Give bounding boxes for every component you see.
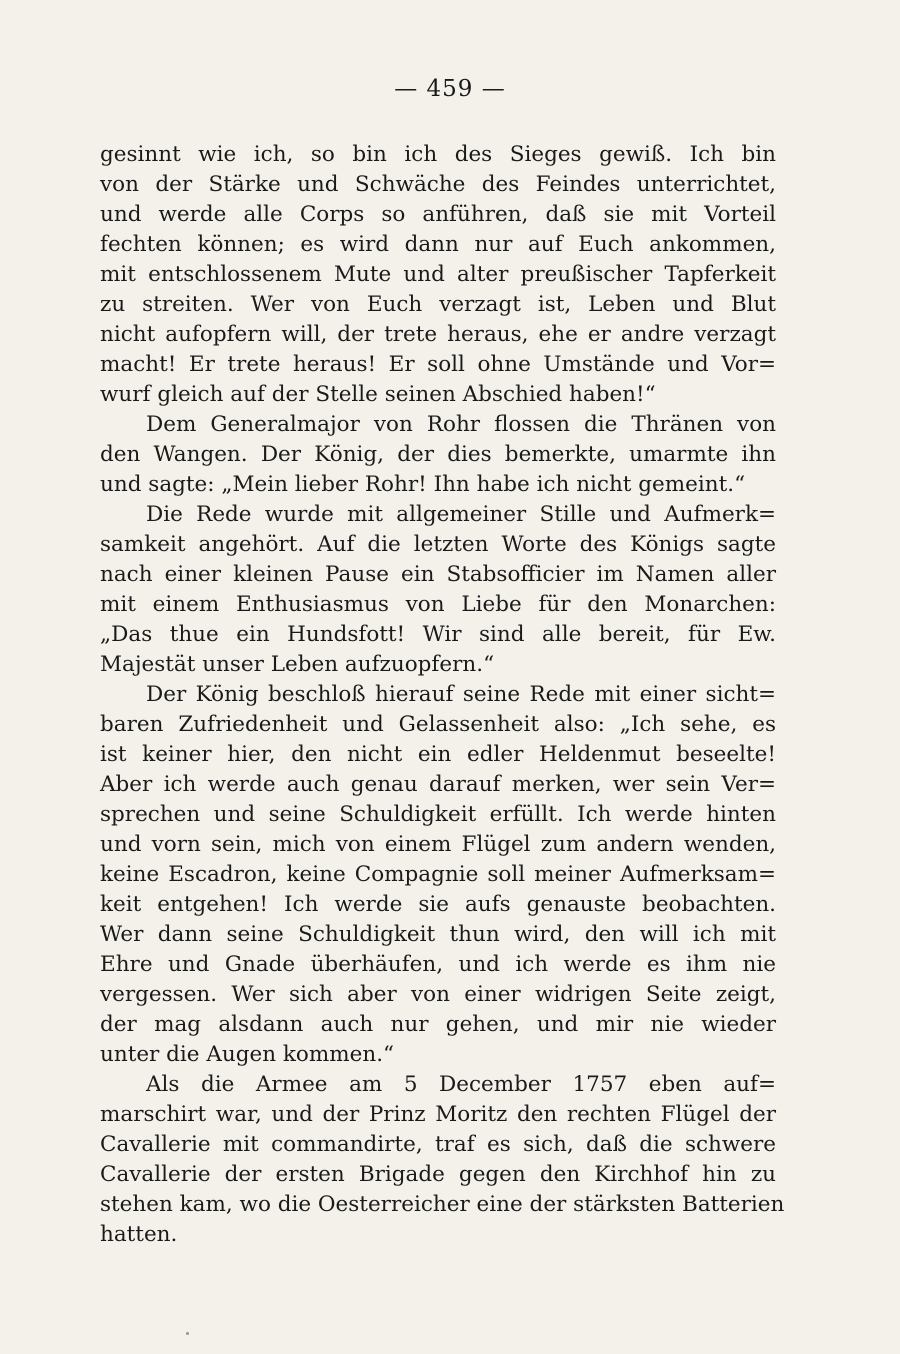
- text-line: Cavallerie der ersten Brigade gegen den Kirchhof hin zu: [100, 1162, 776, 1187]
- text-line: samkeit angehört. Auf die letzten Worte des Königs sagte: [100, 532, 776, 557]
- text-line: stehen kam, wo die Oesterreicher eine der stärksten Batterien: [100, 1192, 785, 1217]
- text-line: zu streiten. Wer von Euch verzagt ist, Leben und Blut: [100, 292, 776, 317]
- paragraph: [100, 140, 776, 410]
- text-line: mit entschlossenem Mute und alter preußischer Tapferkeit: [100, 262, 776, 287]
- body-text: [100, 140, 785, 1250]
- paragraph: [100, 410, 776, 500]
- text-line: hatten.: [100, 1222, 178, 1247]
- text-line: Ehre und Gnade überhäufen, und ich werde es ihm nie: [100, 952, 776, 977]
- text-line: wurf gleich auf der Stelle seinen Abschied haben!“: [100, 382, 656, 407]
- text-line: baren Zufriedenheit und Gelassenheit also: „Ich sehe, es: [100, 712, 776, 737]
- text-line: nicht aufopfern will, der trete heraus, ehe er andre verzagt: [100, 322, 776, 347]
- text-line: Der König beschloß hierauf seine Rede mit einer sicht=: [146, 682, 776, 707]
- text-line: sprechen und seine Schuldigkeit erfüllt. Ich werde hinten: [100, 802, 776, 827]
- text-line: marschirt war, und der Prinz Moritz den rechten Flügel der: [100, 1102, 776, 1127]
- text-line: der mag alsdann auch nur gehen, und mir nie wieder: [100, 1012, 776, 1037]
- text-line: Die Rede wurde mit allgemeiner Stille und Aufmerk=: [146, 502, 776, 527]
- paragraph: [100, 680, 776, 1070]
- text-line: Wer dann seine Schuldigkeit thun wird, den will ich mit: [100, 922, 776, 947]
- paragraph: [100, 500, 776, 680]
- text-line: von der Stärke und Schwäche des Feindes unterrichtet,: [100, 172, 776, 197]
- text-line: keit entgehen! Ich werde sie aufs genauste beobachten.: [100, 892, 776, 917]
- text-line: Majestät unser Leben aufzuopfern.“: [100, 652, 495, 677]
- text-line: Dem Generalmajor von Rohr flossen die Thränen von: [146, 412, 776, 437]
- text-line: „Das thue ein Hundsfott! Wir sind alle bereit, für Ew.: [100, 622, 776, 647]
- text-line: und sagte: „Mein lieber Rohr! Ihn habe ich nicht gemeint.“: [100, 472, 746, 497]
- text-line: nach einer kleinen Pause ein Stabsofficier im Namen aller: [100, 562, 776, 587]
- text-line: mit einem Enthusiasmus von Liebe für den Monarchen:: [100, 592, 776, 617]
- text-line: ist keiner hier, den nicht ein edler Heldenmut beseelte!: [100, 742, 776, 767]
- text-line: und werde alle Corps so anführen, daß sie mit Vorteil: [100, 202, 776, 227]
- text-line: keine Escadron, keine Compagnie soll meiner Aufmerksam=: [100, 862, 776, 887]
- text-line: fechten können; es wird dann nur auf Euch ankommen,: [100, 232, 776, 257]
- text-line: vergessen. Wer sich aber von einer widrigen Seite zeigt,: [100, 982, 776, 1007]
- text-line: Als die Armee am 5 December 1757 eben auf=: [146, 1072, 776, 1097]
- page-number-header: — 459 —: [394, 76, 506, 102]
- text-line: gesinnt wie ich, so bin ich des Sieges gewiß. Ich bin: [100, 142, 776, 167]
- paragraph: [100, 1070, 785, 1250]
- text-line: Cavallerie mit commandirte, traf es sich, daß die schwere: [100, 1132, 776, 1157]
- text-line: macht! Er trete heraus! Er soll ohne Umstände und Vor=: [100, 352, 776, 377]
- text-line: Aber ich werde auch genau darauf merken, wer sein Ver=: [100, 772, 776, 797]
- text-line: den Wangen. Der König, der dies bemerkte, umarmte ihn: [100, 442, 776, 467]
- text-line: unter die Augen kommen.“: [100, 1042, 395, 1067]
- text-line: und vorn sein, mich von einem Flügel zum andern wenden,: [100, 832, 776, 857]
- paper-speck: [186, 1332, 189, 1335]
